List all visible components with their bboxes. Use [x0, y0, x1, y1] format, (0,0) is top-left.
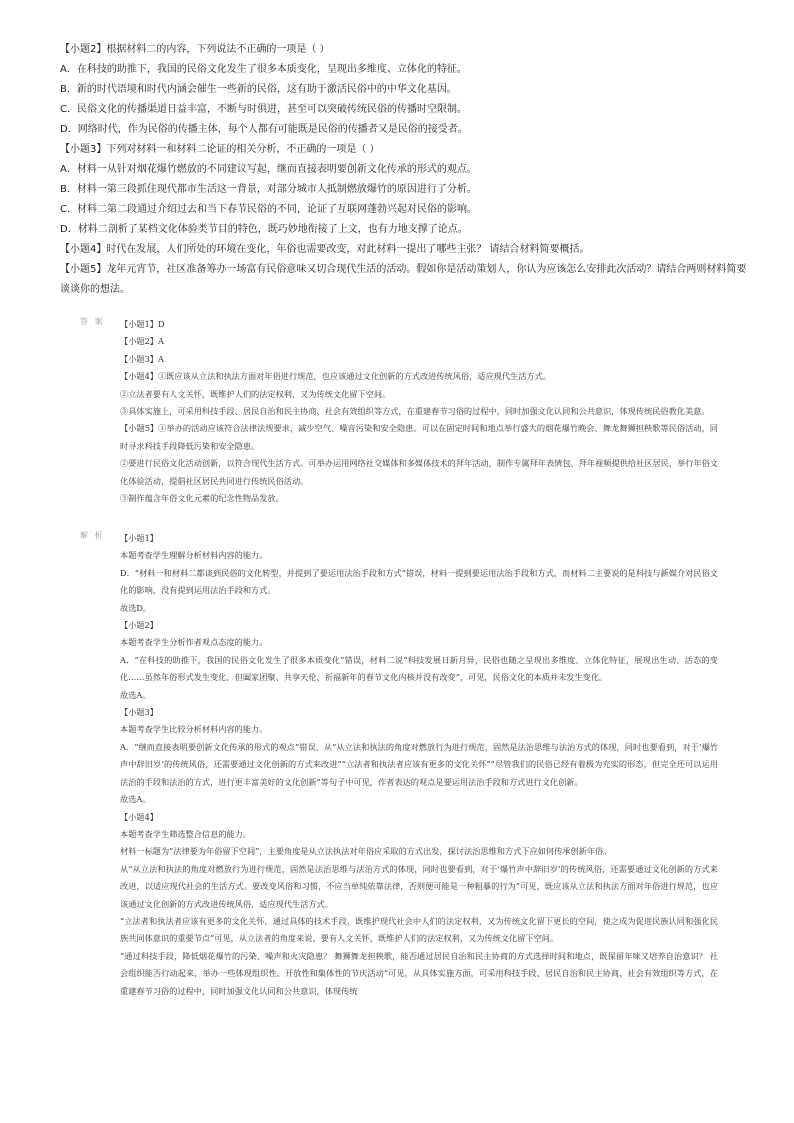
question-3-option-d: D．材料二剖析了某档文化体验类节目的特色，既巧妙地衔接了上文，也有力地支撑了论点。	[60, 224, 468, 235]
answer-line: 【小题4】①既应该从立法和执法方面对年俗进行规范，也应该通过文化创新的方式改进传统风俗，适应现代生活方式。	[120, 371, 551, 382]
question-2-option-b: B．新的时代语境和时代内涵会催生一些新的民俗，这有助于激活民俗中的中华文化基因。	[60, 84, 457, 95]
explanation-line: 本题考查学生筛选整合信息的能力。	[120, 828, 252, 839]
answer-line: ③制作蕴含年俗文化元素的纪念性物品发放。	[120, 493, 284, 504]
explanation-line: 从“从立法和执法的角度对燃放行为进行规范，固然是法治思维与法治方式的体现，同时也要看到，对于‘爆竹声中辞旧岁’的传统风俗，还需要通过文化创新的方式来改进，以适应现代社会的生活方式。要改变风俗和习惯，不应当单纯依靠法律，否则便可能是一种粗暴的行为”可见，既应该从立法和执法方面对年俗进行规范，也应该通过文化创新的方式改进传统风俗，适应现代生活方式。	[120, 863, 718, 909]
explanation-label: 解 析	[80, 531, 105, 540]
explanation-line: 【小题3】	[120, 707, 158, 718]
question-2-option-a: A．在科技的助推下，我国的民俗文化发生了很多本质变化，呈现出多维度、立体化的特征。	[60, 64, 467, 75]
answer-line: ③具体实施上，可采用科技手段、居民自治和民主协商、社会有效组织等方式，在重建春节习俗的过程中，同时加强文化认同和公共意识，体现传统民俗教化美意。	[120, 406, 710, 417]
explanation-line: 材料一标题为“法律要为年俗留下空间”，主要角度是从立法执法对年俗应采取的方式出发，探讨法治思维和方式下应如何传承创新年俗。	[120, 846, 612, 857]
answer-label: 答 案	[80, 317, 105, 326]
explanation-line: 故选A。	[120, 794, 151, 805]
explanation-line: 故选D。	[120, 602, 152, 613]
question-2-option-c: C．民俗文化的传播渠道日益丰富，不断与时俱进，甚至可以突破传统民俗的传播时空限制。	[60, 104, 467, 115]
explanation-line: 【小题4】	[120, 811, 158, 822]
answer-line: 【小题1】D	[120, 319, 165, 329]
explanation-line: “通过科技手段，降低烟花爆竹的污染、噪声和火灾隐患？ 舞狮舞龙担秧歌，能否通过居民自治和民主协商的方式选择时间和地点，既保留年味又培养自治意识？ 社会组织能否行动起来，举办一些体现组织性、开放性和集体性的节庆活动”可见，从具体实施方面，可采用科技手段、居民自治和民主协商、社会有效组织等方式，在重建春节习俗的过程中，同时加强文化认同和公共意识，体现传统	[120, 950, 718, 996]
answer-line: 【小题5】①举办的活动应该符合法律法规要求，减少空气、噪音污染和安全隐患。可以在固定时间和地点举行盛大的烟花爆竹晚会、舞龙舞狮担秧歌等民俗活动，同时寻求科技手段降低污染和安全隐患。	[120, 423, 718, 451]
explanation-body	[120, 530, 718, 1000]
explanation-line: “立法者和执法者应该有更多的文化关怀，通过具体的技术手段，既维护现代社会中人们的法定权利，又为传统文化留下更长的空间，使之成为促进民族认同和强化民族共同体意识的重要节点”可见，从立法者的角度来说，要有人文关怀，既维护人们的法定权利，又为传统文化留下空间。	[120, 915, 718, 944]
explanation-line: A．“继而直接表明要创新文化传承的形式的观点”错误，从“从立法和执法的角度对燃放行为进行规范，固然是法治思维与法治方式的体现，同时也要看到，对于‘爆竹声中辞旧岁’的传统风俗，还需要通过文化创新的方式来改进”“立法者和执法者应该有更多的文化关怀”“尽管我们的民俗已经有着极为充实的形态，但完全还可以运用法治的手段和法治的方式，进行更丰富美好的文化创新”等句子中可见，作者表达的观点是要运用法治手段和方式进行文化创新。	[120, 741, 718, 787]
question-3-option-c: C．材料二第二段通过介绍过去和当下春节民俗的不同，论证了互联网蓬勃兴起对民俗的影响。	[60, 204, 477, 215]
question-2-option-d: D．网络时代，作为民俗的传播主体，每个人都有可能既是民俗的传播者又是民俗的接受者。	[60, 124, 468, 135]
explanation-line: 故选A。	[120, 689, 151, 700]
explanation-line: 【小题1】	[120, 533, 158, 543]
explanation-line: 本题考查学生分析作者观点态度的能力。	[120, 637, 268, 648]
answer-line: ②立法者要有人文关怀，既维护人们的法定权利，又为传统文化留下空间。	[120, 388, 391, 399]
explanation-line: D．“材料一和材料二都谈到民俗的文化转型，并提到了要运用法治手段和方式”错误，材料一提到要运用法治手段和方式，而材料二主要说的是科技与新媒介对民俗文化的影响，没有提到运用法治手段和方式。	[120, 567, 718, 596]
answer-line: 【小题2】A	[120, 336, 164, 347]
question-2-stem: 【小题2】根据材料二的内容，下列说法不正确的一项是（ ）	[60, 44, 330, 55]
question-3-stem: 【小题3】下列对材料一和材料二论证的相关分析，不正确的一项是（ ）	[60, 144, 380, 155]
question-block	[60, 40, 750, 300]
explanation-line: 【小题2】	[120, 620, 158, 631]
answer-line: ②要进行民俗文化活动创新，以符合现代生活方式。可举办运用网络社交媒体和多媒体技术的拜年活动，制作专属拜年表情包、拜年视频提供给社区居民，举行年俗文化体验活动，提倡社区居民共同进行传统民俗活动。	[120, 458, 718, 486]
explanation-line: 本题考查学生比较分析材料内容的能力。	[120, 724, 268, 735]
answer-line: 【小题3】A	[120, 353, 164, 364]
question-3-option-a: A．材料一从针对烟花爆竹燃放的不同建议写起，继而直接表明要创新文化传承的形式的观点。	[60, 164, 477, 175]
answer-body	[120, 316, 718, 507]
question-5-stem: 【小题5】龙年元宵节，社区准备筹办一场富有民俗意味又切合现代生活的活动。假如你是活动策划人，你认为应该怎么安排此次活动？请结合两则材料简要谈谈你的想法。	[60, 264, 747, 295]
explanation-line: 本题考查学生理解分析材料内容的能力。	[120, 550, 268, 561]
question-3-option-b: B．材料一第三段抓住现代都市生活这一背景，对部分城市人抵制燃放爆竹的原因进行了分析。	[60, 184, 477, 195]
explanation-line: A．“在科技的助推下，我国的民俗文化发生了很多本质变化”错误，材料二说“科技发展日新月异，民俗也随之呈现出多维度、立体化特征，展现出生动、活态的变化……虽然年俗形式发生变化，但阖家团聚、共享天伦、祈福新年的春节文化内核并没有改变”，可见，民俗文化的本质并未发生变化。	[120, 654, 718, 683]
question-4-stem: 【小题4】时代在发展，人们所处的环境在变化，年俗也需要改变，对此材料一提出了哪些主张？ 请结合材料简要概括。	[60, 244, 590, 255]
